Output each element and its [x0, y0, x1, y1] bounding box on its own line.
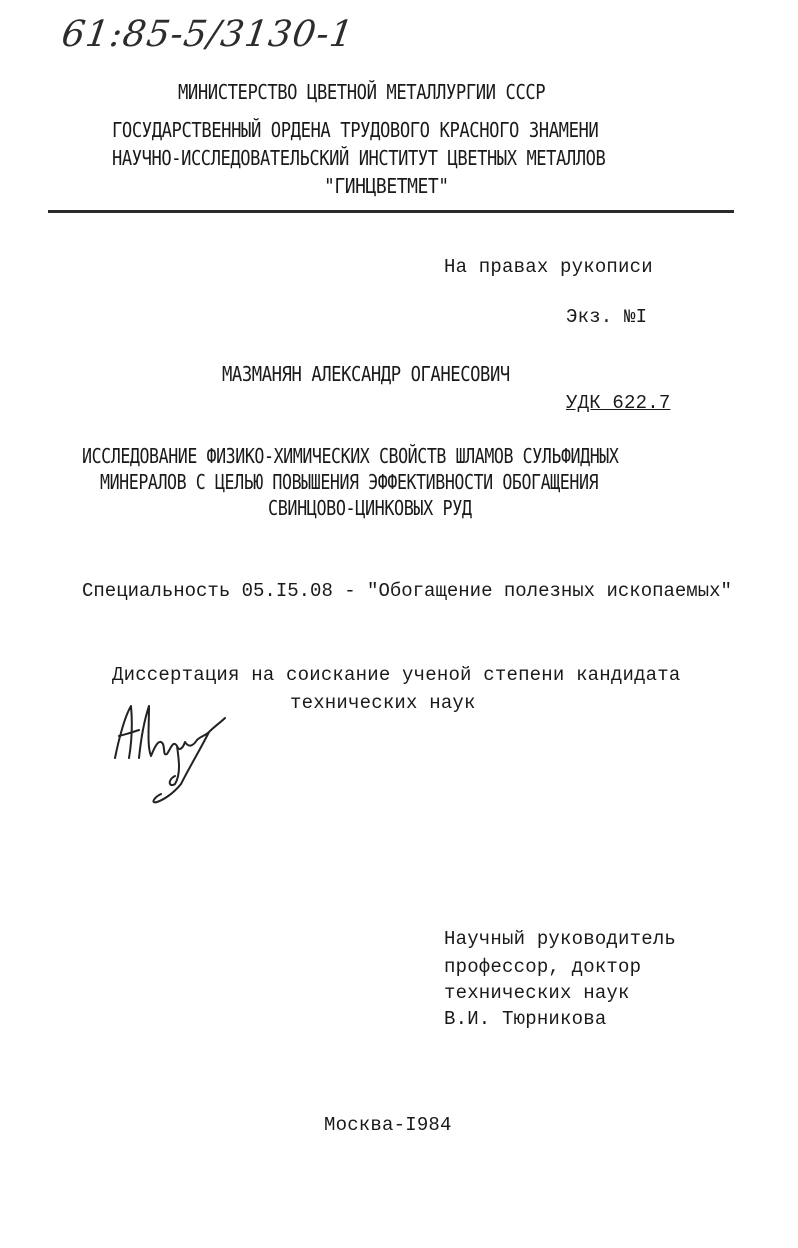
copy-number: Экз. №I: [566, 306, 648, 328]
supervisor-line2: профессор, доктор: [444, 956, 642, 978]
rights-note: На правах рукописи: [444, 256, 653, 278]
author-signature: [105, 688, 245, 808]
institute-name-line2: НАУЧНО-ИССЛЕДОВАТЕЛЬСКИЙ ИНСТИТУТ ЦВЕТНЫХ МЕТАЛЛОВ: [112, 146, 606, 170]
dissertation-title-line3: СВИНЦОВО-ЦИНКОВЫХ РУД: [268, 496, 472, 520]
header-divider-line: [48, 210, 734, 213]
dissertation-title-line1: ИССЛЕДОВАНИЕ ФИЗИКО-ХИМИЧЕСКИХ СВОЙСТВ ШЛАМОВ СУЛЬФИДНЫХ: [82, 444, 619, 468]
ministry-name: МИНИСТЕРСТВО ЦВЕТНОЙ МЕТАЛЛУРГИИ СССР: [178, 80, 546, 104]
handwritten-shelf-mark: 61:85-5/3130-1: [59, 14, 357, 55]
udc-code: УДК 622.7: [566, 392, 671, 414]
specialty-line: Специальность 05.I5.08 - "Обогащение полезных ископаемых": [82, 580, 732, 602]
dissertation-title-line2: МИНЕРАЛОВ С ЦЕЛЬЮ ПОВЫШЕНИЯ ЭФФЕКТИВНОСТИ ОБОГАЩЕНИЯ: [100, 470, 599, 494]
supervisor-line3: технических наук: [444, 982, 630, 1004]
author-name: МАЗМАНЯН АЛЕКСАНДР ОГАНЕСОВИЧ: [222, 362, 510, 386]
degree-line1: Диссертация на соискание ученой степени кандидата: [112, 664, 681, 686]
supervisor-name: В.И. Тюрникова: [444, 1008, 607, 1030]
institute-short-name: "ГИНЦВЕТМЕТ": [324, 174, 449, 198]
supervisor-line1: Научный руководитель: [444, 928, 677, 950]
degree-line2: технических наук: [290, 692, 476, 714]
institute-name-line1: ГОСУДАРСТВЕННЫЙ ОРДЕНА ТРУДОВОГО КРАСНОГО ЗНАМЕНИ: [112, 118, 599, 142]
place-and-year: Москва-I984: [324, 1114, 452, 1136]
